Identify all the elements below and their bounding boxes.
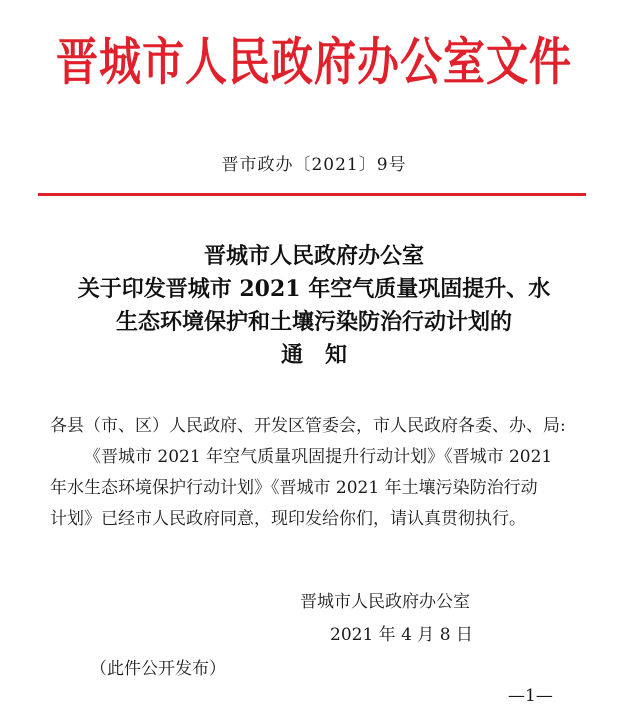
title-line-1: 晋城市人民政府办公室 bbox=[203, 243, 424, 269]
notice-title bbox=[0, 240, 628, 372]
title-line-2: 关于印发晋城市 2021 年空气质量巩固提升、水 bbox=[77, 276, 551, 302]
title-line-3: 生态环境保护和土壤污染防治行动计划的 bbox=[115, 309, 512, 335]
signature-date: 2021 年 4 月 8 日 bbox=[330, 625, 473, 645]
paragraph-line-3: 计划》已经市人民政府同意，现印发给你们，请认真贯彻执行。 bbox=[50, 509, 526, 529]
addressee-line: 各县（市、区）人民政府、开发区管委会，市人民政府各委、办、局: bbox=[50, 416, 566, 436]
public-release-note: （此件公开发布） bbox=[90, 659, 226, 679]
document-number: 晋市政办〔2021〕9号 bbox=[221, 155, 407, 175]
masthead-title: 晋城市人民政府办公室文件 bbox=[55, 31, 572, 92]
paragraph-line-1: 《晋城市 2021 年空气质量巩固提升行动计划》《晋城市 2021 bbox=[84, 447, 553, 467]
body-text bbox=[50, 411, 590, 535]
paragraph-line-2: 年水生态环境保护行动计划》《晋城市 2021 年土壤污染防治行动 bbox=[50, 478, 538, 498]
signature-organization: 晋城市人民政府办公室 bbox=[300, 592, 470, 612]
title-line-4: 通 知 bbox=[280, 342, 347, 368]
red-separator-line bbox=[38, 193, 586, 196]
page-number: —1— bbox=[508, 686, 553, 706]
